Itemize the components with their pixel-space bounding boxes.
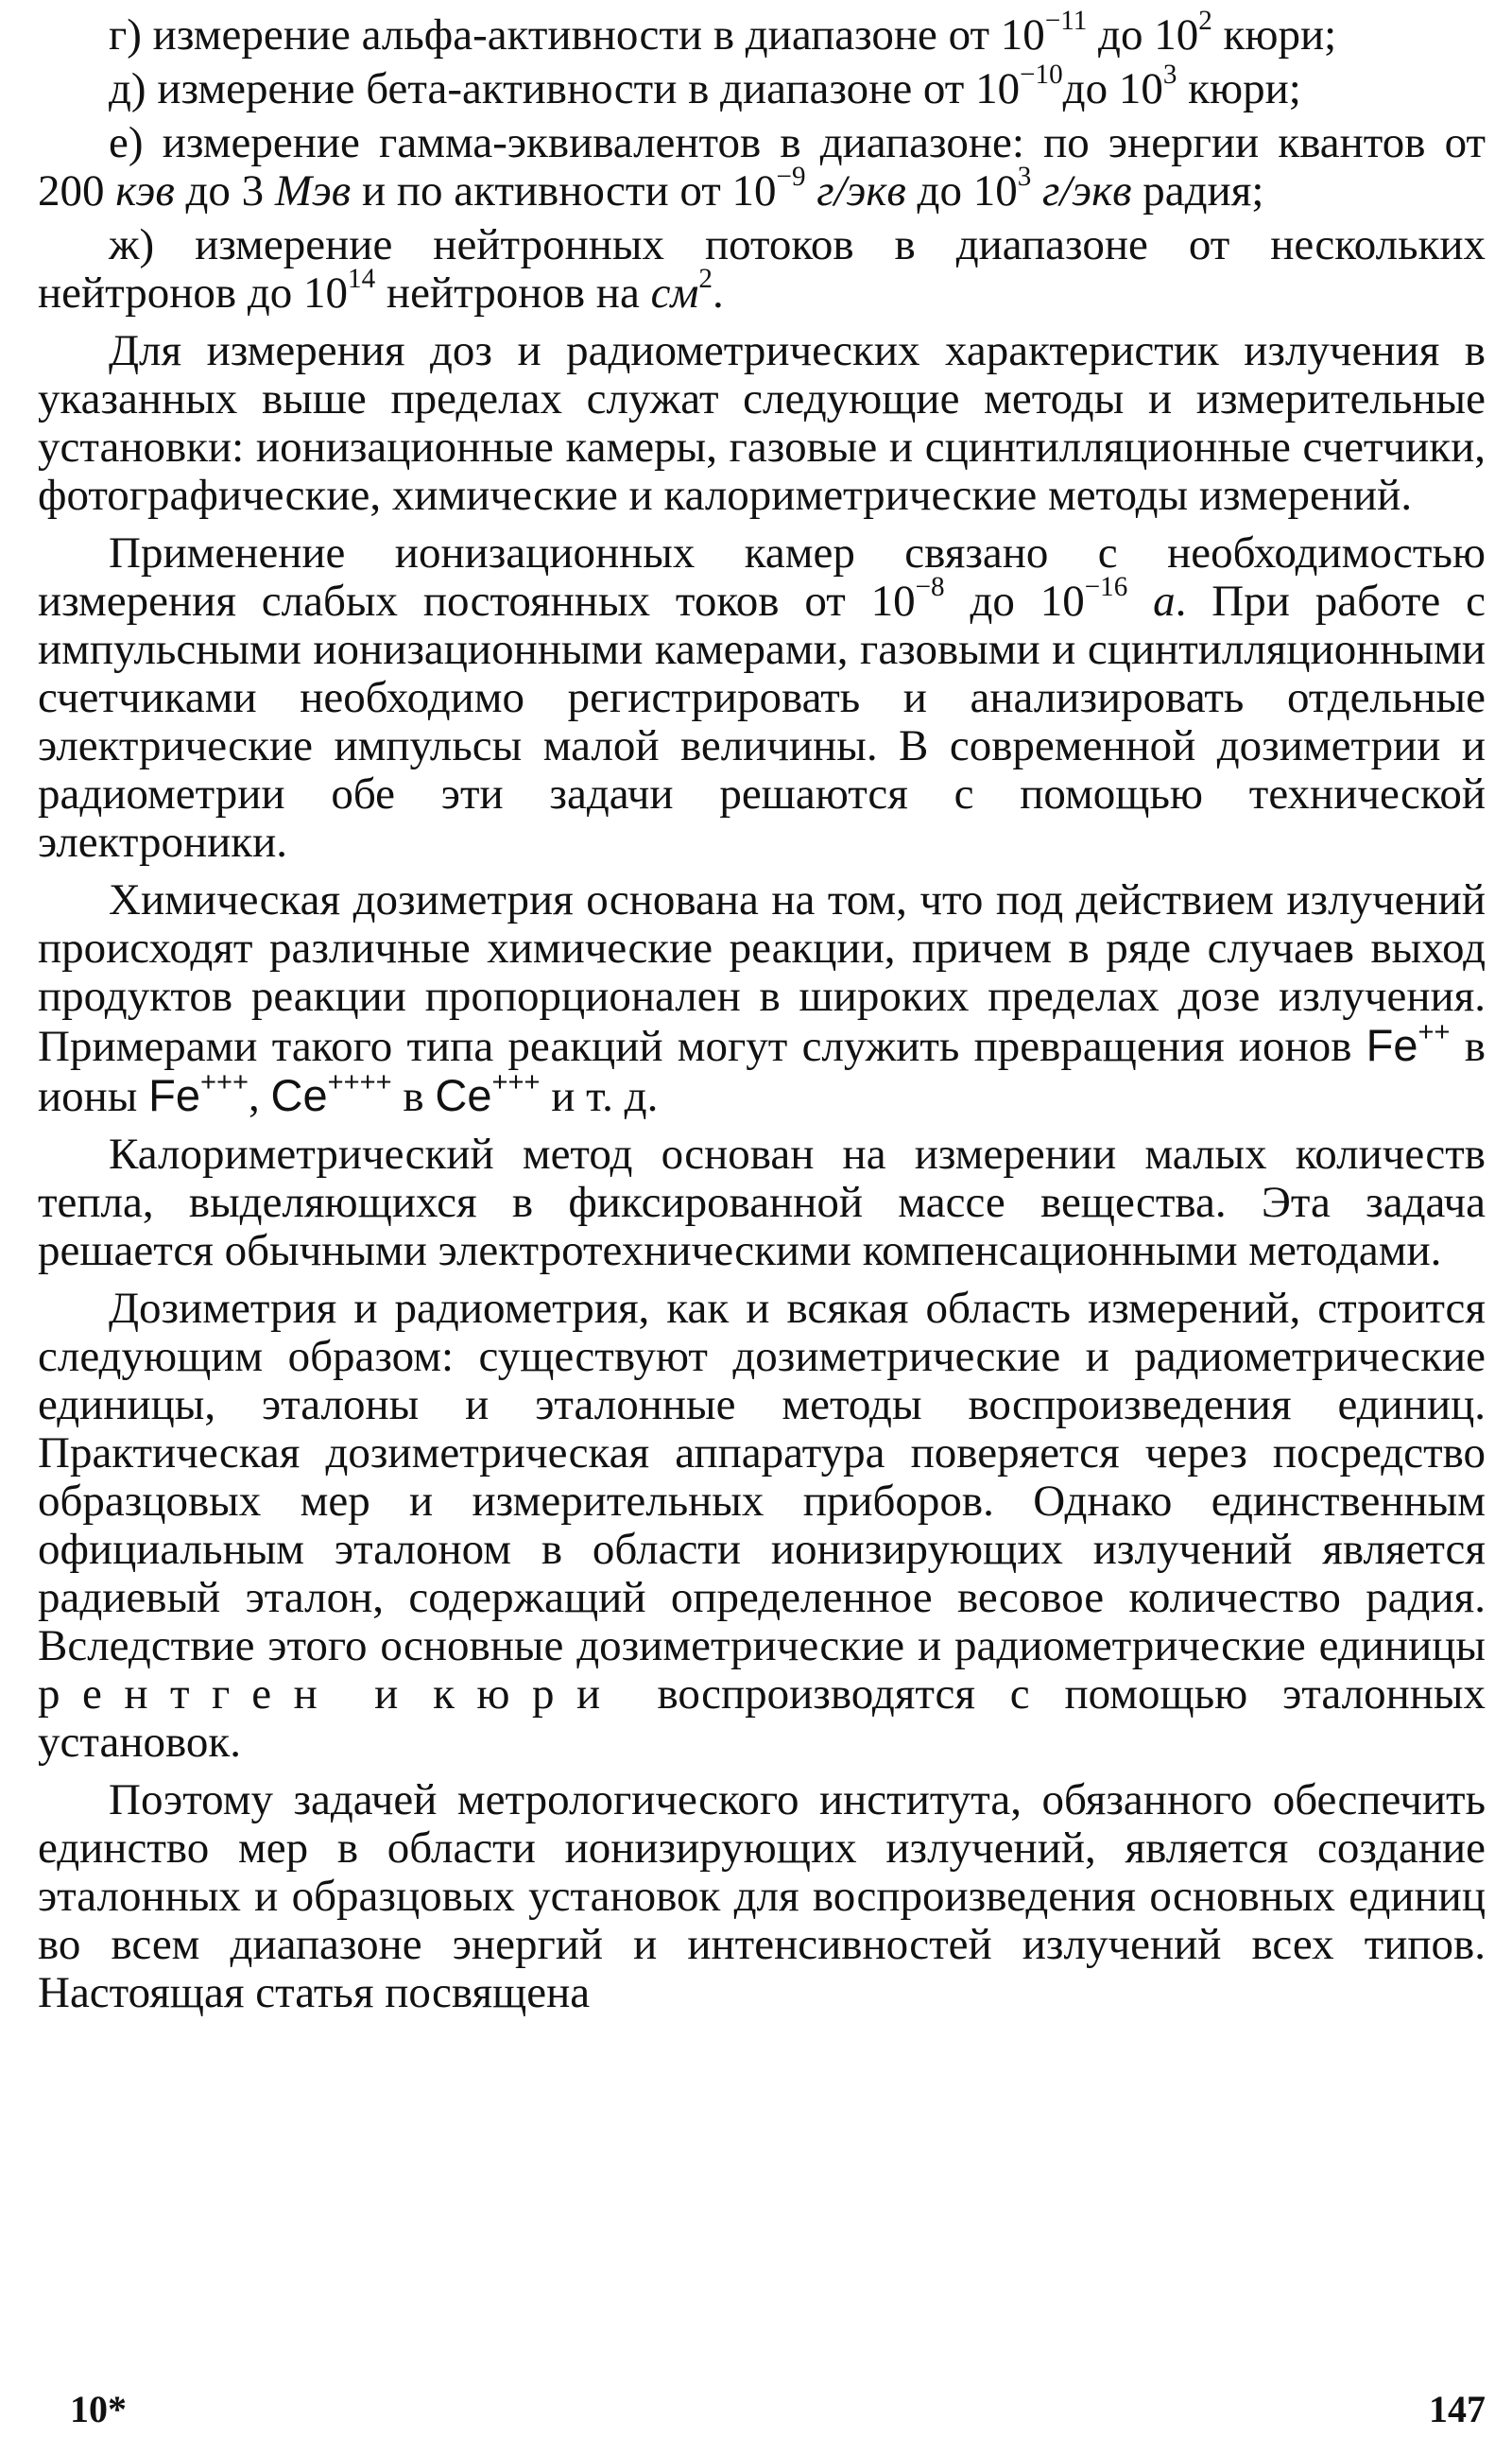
- exponent: 2: [1198, 5, 1212, 36]
- text-run: е) измерение гамма-эквивалентов в диапазоне: по энергии квантов от 200: [38, 118, 1486, 216]
- chemical-symbol: Ce: [270, 1070, 328, 1120]
- paragraph-institute: Поэтому задачей метрологического института, обязанного обеспечить единство мер в области ионизирующих излучений, является создание эталонных и образцовых установок для воспроизведения основных единиц во всем диапазоне энергий и интенсивностей излучений всех типов. Настоящая статья посвящена: [38, 1775, 1486, 2017]
- exponent: −10: [1020, 59, 1063, 90]
- signature-mark: 10*: [70, 2388, 127, 2430]
- text-run: .: [712, 268, 724, 318]
- exponent: −16: [1084, 571, 1128, 602]
- ion-charge: ++: [1418, 1016, 1451, 1047]
- paragraph-ionization: [38, 529, 1486, 867]
- ion-charge: ++++: [327, 1066, 392, 1097]
- unit: г/экв: [816, 166, 906, 216]
- text-run: [1127, 577, 1153, 626]
- text-run: Химическая дозиметрия основана на том, что под действием излучений происходят различные химические реакции, причем в ряде случаев выход продуктов реакции пропорционален в широких пределах дозе излучения. Примерами такого типа реакций могут служить превращения ионов: [38, 875, 1486, 1071]
- page-footer: [38, 2387, 1486, 2434]
- paragraph-methods: Для измерения доз и радиометрических характеристик излучения в указанных выше пределах служат следующие методы и измерительные установки: ионизационные камеры, газовые и сцинтилляционные счетчики, фотографические, химические и калориметрические методы измерений.: [38, 326, 1486, 520]
- list-item-gamma: [38, 119, 1486, 216]
- paragraph-metrology: [38, 1285, 1486, 1767]
- text-run: воспроизводятся с помощью эталонных установок.: [38, 1669, 1486, 1767]
- list-item-neutron: [38, 221, 1486, 318]
- text-run: кюри;: [1211, 10, 1337, 60]
- text-run: ,: [249, 1072, 271, 1121]
- chemical-symbol: Fe: [1366, 1020, 1418, 1070]
- paragraph-calorimetric: Калориметрический метод основан на измерении малых количеств тепла, выделяющихся в фиксированной массе вещества. Эта задача решается обычными электротехническими компенсационными методами.: [38, 1130, 1486, 1275]
- page-text: [38, 5, 1486, 2441]
- text-run: Применение ионизационных камер связано с необходимостью измерения слабых постоянных токов от 10: [38, 528, 1486, 626]
- text-run: Дозиметрия и радиометрия, как и всякая область измерений, строится следующим образом: существуют дозиметрические и радиометрические единицы, эталоны и эталонные методы воспроизведения единиц. Практическая дозиметрическая аппаратура поверяется через посредство образцовых мер и измерительных приборов. Однако единственным официальным эталоном в области ионизирующих излучений является радиевый эталон, содержащий определенное весовое количество радия. Вследствие этого основные дозиметрические и радиометрические единицы: [38, 1284, 1486, 1670]
- chemical-symbol: Fe: [148, 1070, 200, 1120]
- text-run: до 10: [905, 166, 1018, 216]
- emphasized-term: рентген: [38, 1669, 340, 1719]
- unit: г/экв: [1042, 166, 1132, 216]
- unit: см: [650, 268, 699, 318]
- text-run: нейтронов на: [375, 268, 651, 318]
- text-run: и т. д.: [540, 1072, 659, 1121]
- unit: кэв: [115, 166, 175, 216]
- exponent: 14: [348, 263, 376, 294]
- exponent: −9: [776, 161, 806, 192]
- text-run: до 10: [944, 577, 1085, 626]
- exponent: 3: [1017, 161, 1032, 192]
- text-run: в ионы: [38, 1022, 1486, 1121]
- paragraph-chemical: [38, 876, 1486, 1121]
- text-run: д) измерение бета-активности в диапазоне от 10: [109, 64, 1021, 113]
- text-run: ж) измерение нейтронных потоков в диапазоне от нескольких нейтронов до 10: [38, 220, 1486, 318]
- emphasized-term: кюри: [433, 1669, 623, 1719]
- text-run: до 3: [174, 166, 275, 216]
- text-run: и: [339, 1669, 434, 1719]
- ion-charge: +++: [200, 1066, 249, 1097]
- text-run: до 10: [1087, 10, 1199, 60]
- exponent: 2: [698, 263, 713, 294]
- exponent: −11: [1044, 5, 1088, 36]
- text-run: г) измерение альфа-активности в диапазоне от 10: [109, 10, 1045, 60]
- list-item-alpha: [38, 5, 1486, 60]
- text-run: . При работе с импульсными ионизационными камерами, газовыми и сцинтилляционными счетчиками необходимо регистрировать и анализировать отдельные электрические импульсы малой величины. В современной дозиметрии и радиометрии обе эти задачи решаются с помощью технической электроники.: [38, 577, 1486, 867]
- text-run: радия;: [1131, 166, 1264, 216]
- text-run: [806, 166, 817, 216]
- unit: а: [1153, 577, 1176, 626]
- unit: Мэв: [274, 166, 352, 216]
- exponent: −8: [915, 571, 945, 602]
- text-run: кюри;: [1177, 64, 1301, 113]
- chemical-symbol: Ce: [435, 1070, 492, 1120]
- text-run: и по активности от 10: [351, 166, 777, 216]
- text-run: до 10: [1062, 64, 1163, 113]
- text-run: [1031, 166, 1042, 216]
- ion-charge: +++: [491, 1066, 541, 1097]
- list-item-beta: [38, 59, 1486, 113]
- page-number: 147: [1429, 2388, 1486, 2430]
- exponent: 3: [1162, 59, 1177, 90]
- text-run: в: [391, 1072, 436, 1121]
